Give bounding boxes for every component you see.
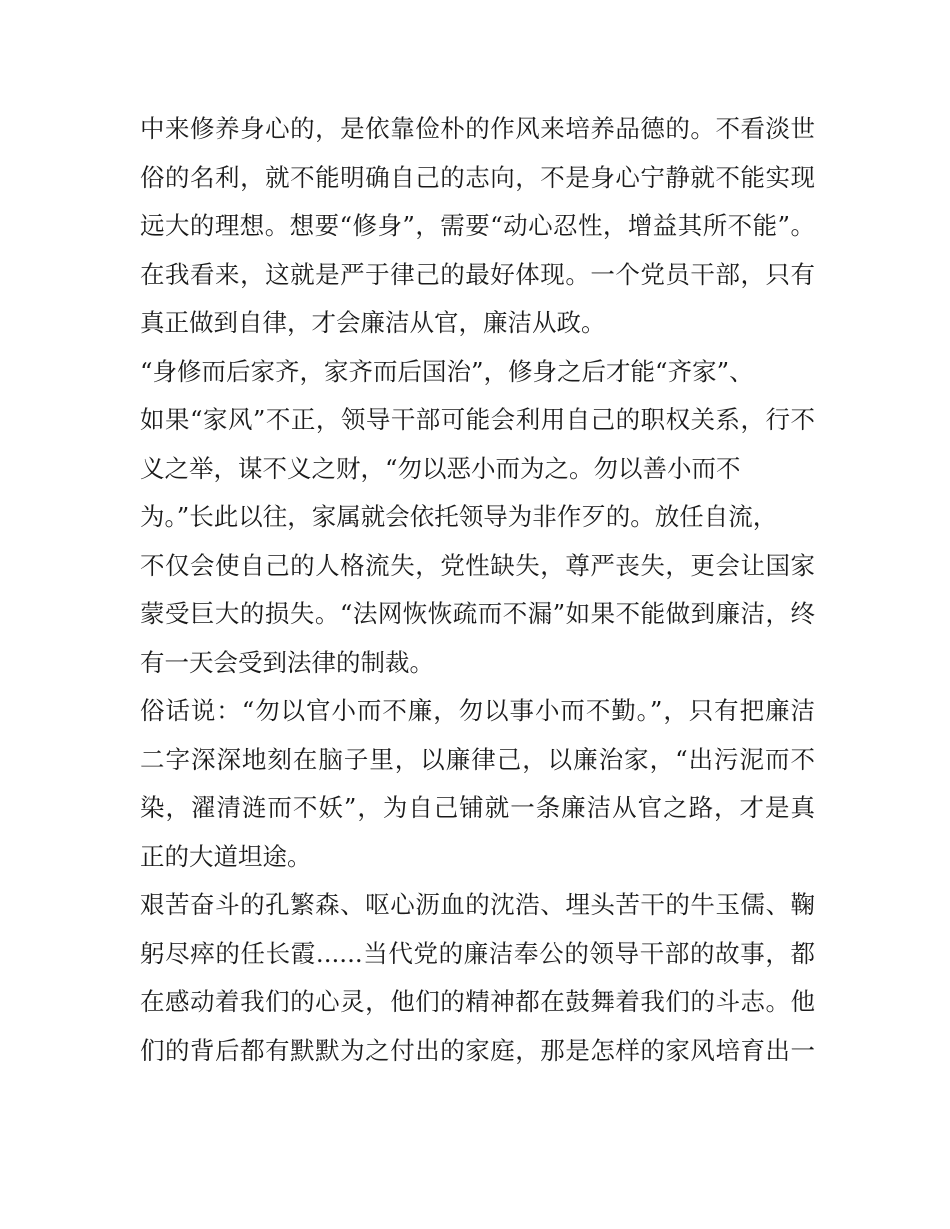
text-line: 正的大道坦途。 <box>140 841 312 871</box>
text-line: 为。”长此以往，家属就会依托领导为非作歹的。放任自流， <box>140 502 778 531</box>
text-line: 在我看来，这就是严于律己的最好体现。一个党员干部，只有 <box>140 259 815 289</box>
text-line: 远大的理想。想要“修身”，需要“动心忍性，增益其所不能”。 <box>140 211 815 240</box>
text-line: “身修而后家齐，家齐而后国治”，修身之后才能“齐家”、 <box>140 356 754 386</box>
text-line: 染，濯清涟而不妖”，为自己铺就一条廉洁从官之路，才是真 <box>140 793 815 822</box>
text-line: 艰苦奋斗的孔繁森、呕心沥血的沈浩、埋头苦干的牛玉儒、鞠 <box>140 890 815 919</box>
text-line: 义之举，谋不义之财，“勿以恶小而为之。勿以善小而不 <box>140 453 741 483</box>
text-line: 俗的名利，就不能明确自己的志向，不是身心宁静就不能实现 <box>140 162 815 192</box>
text-line: 们的背后都有默默为之付出的家庭，那是怎样的家风培育出一 <box>140 1035 815 1065</box>
text-line: 躬尽瘁的任长霞......当代党的廉洁奉公的领导干部的故事，都 <box>140 938 815 968</box>
text-line: 在感动着我们的心灵，他们的精神都在鼓舞着我们的斗志。他 <box>140 987 815 1016</box>
text-line: 二字深深地刻在脑子里，以廉律己，以廉治家，“出污泥而不 <box>140 744 815 774</box>
text-line: 不仅会使自己的人格流失，党性缺失，尊严丧失，更会让国家 <box>140 550 815 580</box>
text-line: 蒙受巨大的损失。“法网恢恢疏而不漏”如果不能做到廉洁，终 <box>140 599 815 628</box>
text-line: 俗话说：“勿以官小而不廉，勿以事小而不勤。”，只有把廉洁 <box>140 696 815 725</box>
text-line: 有一天会受到法律的制裁。 <box>140 647 434 677</box>
text-line: 中来修养身心的，是依靠俭朴的作风来培养品德的。不看淡世 <box>140 114 815 143</box>
document-body <box>140 105 815 1075</box>
text-line: 真正做到自律，才会廉洁从官，廉洁从政。 <box>140 308 606 337</box>
text-line: 如果“家风”不正，领导干部可能会利用自己的职权关系，行不 <box>140 405 815 434</box>
